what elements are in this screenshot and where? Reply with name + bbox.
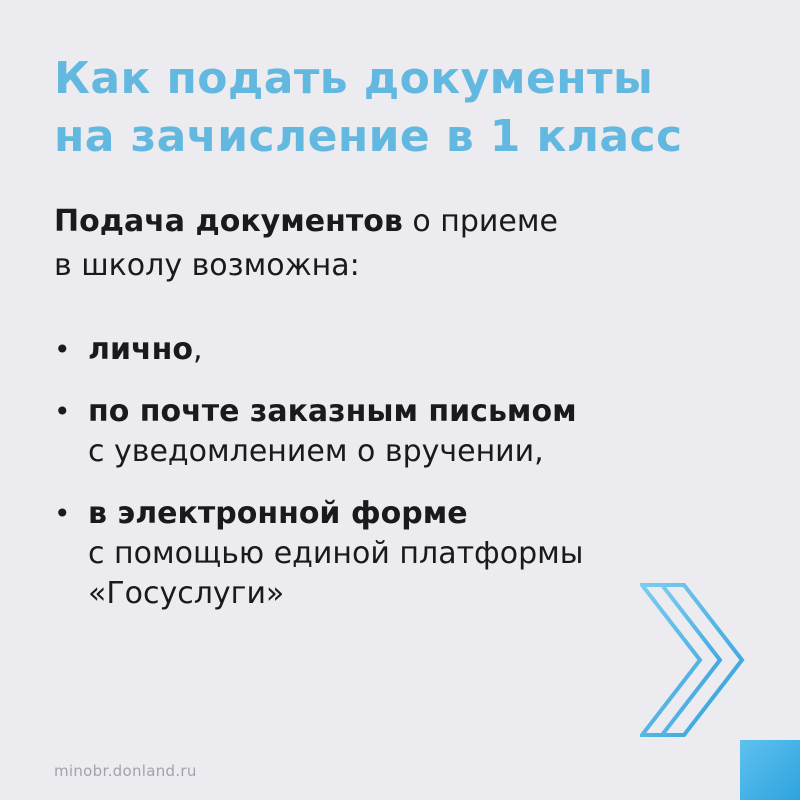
title-line-1: Как подать документы xyxy=(54,53,654,104)
method-bold: в электронной форме xyxy=(88,496,468,531)
method-heading xyxy=(88,494,694,534)
bullet-icon: • xyxy=(54,497,71,530)
footer-site-url: minobr.donland.ru xyxy=(54,762,197,780)
intro-line-2: в школу возможна: xyxy=(54,248,360,283)
bullet-icon: • xyxy=(54,395,71,428)
method-detail: с помощью единой платформы xyxy=(88,536,584,571)
method-detail: «Госуслуги» xyxy=(88,576,285,611)
method-heading xyxy=(88,330,694,370)
intro-bold: Подача документов xyxy=(54,204,403,239)
method-heading xyxy=(88,392,694,432)
intro-text xyxy=(54,200,558,288)
submission-methods-list xyxy=(54,330,694,636)
page-title xyxy=(54,50,683,166)
method-in-person xyxy=(54,330,694,370)
bullet-icon: • xyxy=(54,333,71,366)
method-by-mail xyxy=(54,392,694,472)
method-bold: лично xyxy=(88,332,193,367)
method-electronic xyxy=(54,494,694,614)
intro-line-1 xyxy=(54,200,558,244)
method-bold: по почте заказным письмом xyxy=(88,394,577,429)
method-suffix: , xyxy=(192,332,203,367)
method-detail: с уведомлением о вручении, xyxy=(88,434,544,469)
double-chevron-right-icon xyxy=(640,583,750,738)
intro-rest: о приеме xyxy=(402,204,558,239)
title-line-2: на зачисление в 1 класс xyxy=(54,111,683,162)
corner-accent-square xyxy=(740,740,800,800)
